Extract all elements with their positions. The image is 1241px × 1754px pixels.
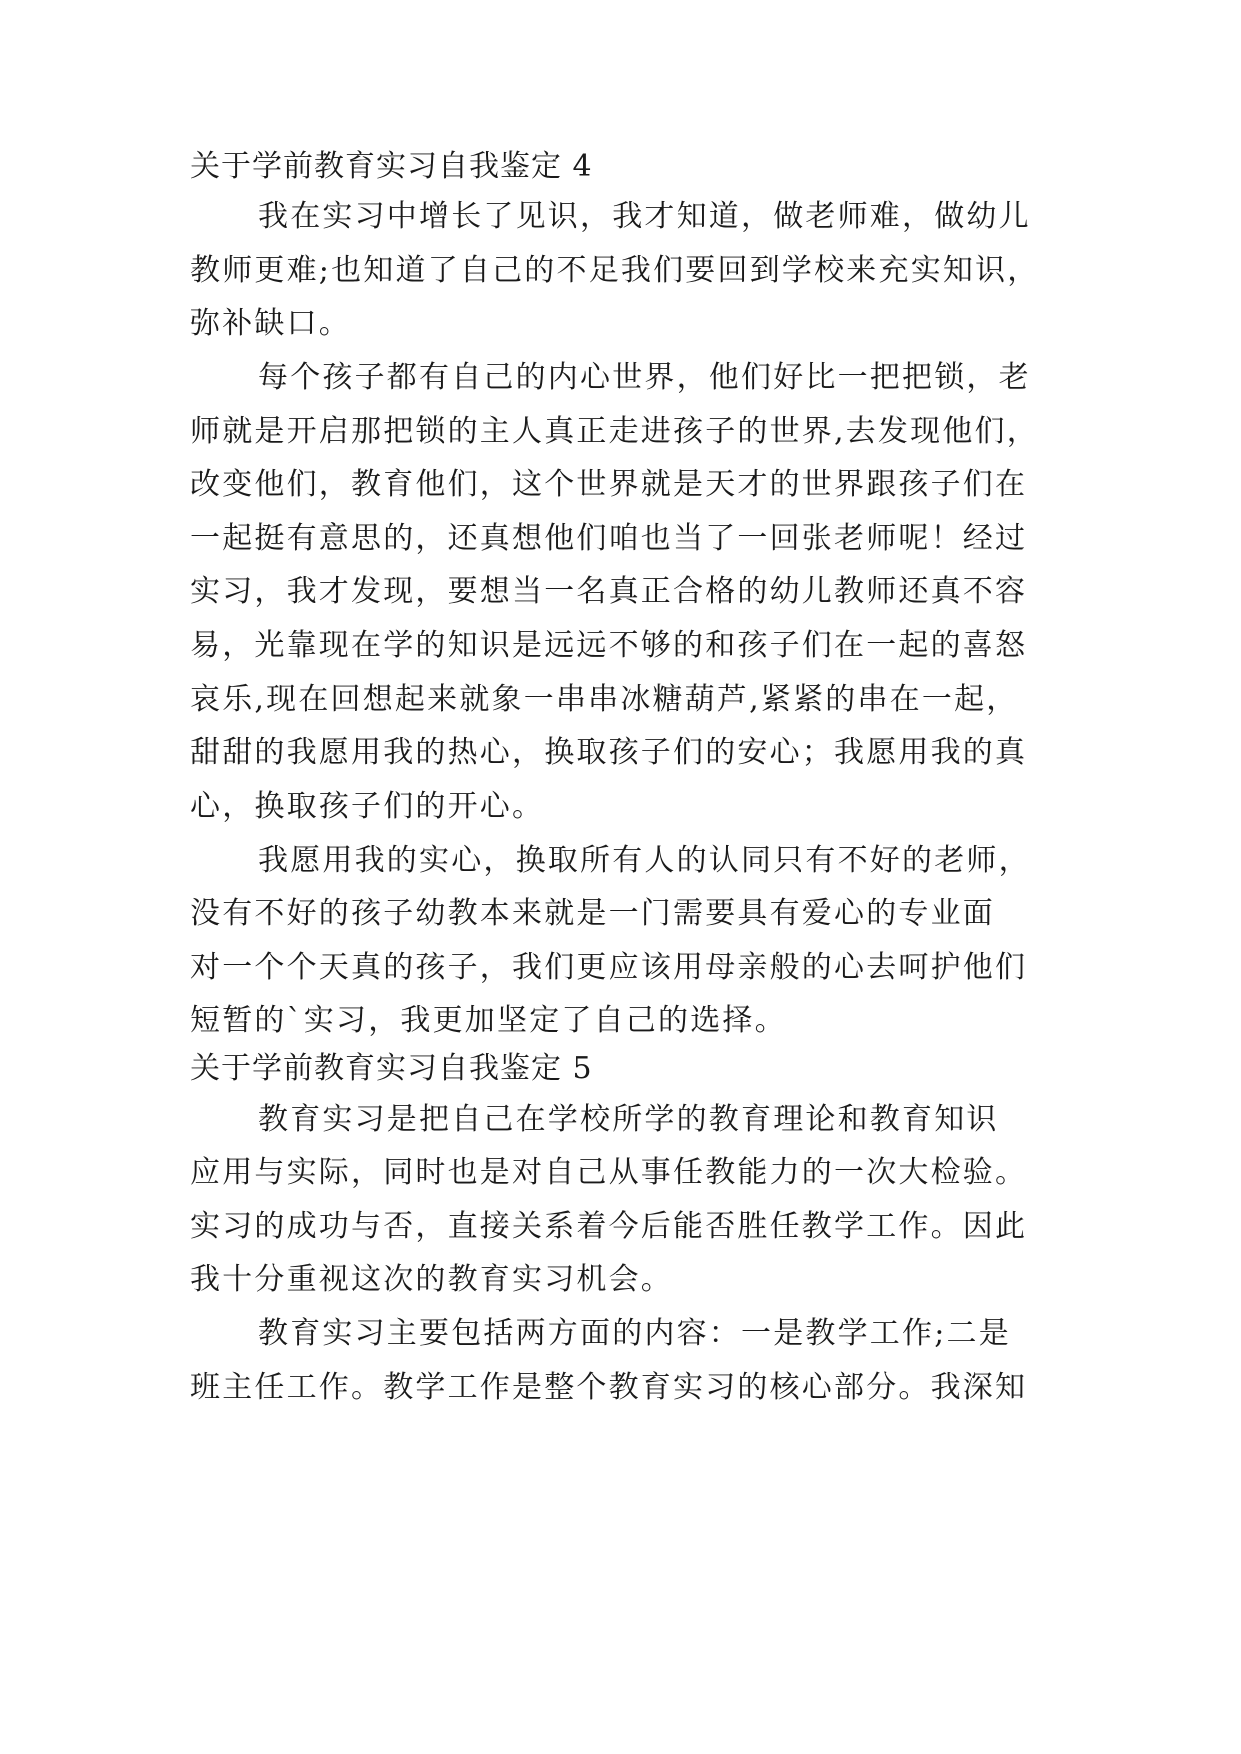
- paragraph-line: 我愿用我的实心，换取所有人的认同只有不好的老师，: [258, 843, 1031, 878]
- section-title: 关于学前教育实习自我鉴定 5: [190, 1051, 593, 1086]
- paragraph-line: 改变他们，教育他们，这个世界就是天才的世界跟孩子们在: [190, 467, 1028, 502]
- paragraph-line: 哀乐,现在回想起来就象一串串冰糖葫芦,紧紧的串在一起，: [190, 682, 1019, 717]
- paragraph-line: 易，光靠现在学的知识是远远不够的和孩子们在一起的喜怒: [190, 628, 1028, 663]
- paragraph-line: 我十分重视这次的教育实习机会。: [190, 1262, 673, 1297]
- paragraph-line: 一起挺有意思的，还真想他们咱也当了一回张老师呢！经过: [190, 521, 1028, 556]
- paragraph-line: 心，换取孩子们的开心。: [190, 789, 545, 824]
- paragraph-line: 教育实习主要包括两方面的内容：一是教学工作;二是: [258, 1316, 1011, 1351]
- paragraph-line: 实习，我才发现，要想当一名真正合格的幼儿教师还真不容: [190, 574, 1028, 609]
- paragraph-line: 应用与实际，同时也是对自己从事任教能力的一次大检验。: [190, 1155, 1028, 1190]
- paragraph-line: 班主任工作。教学工作是整个教育实习的核心部分。我深知: [190, 1370, 1028, 1405]
- paragraph-line: 师就是开启那把锁的主人真正走进孩子的世界,去发现他们，: [190, 414, 1039, 449]
- paragraph-line: 短暂的`实习，我更加坚定了自己的选择。: [190, 1003, 787, 1038]
- paragraph-line: 对一个个天真的孩子，我们更应该用母亲般的心去呵护他们: [190, 950, 1028, 985]
- paragraph-line: 实习的成功与否，直接关系着今后能否胜任教学工作。因此: [190, 1209, 1028, 1244]
- paragraph-line: 弥补缺口。: [190, 306, 351, 341]
- paragraph-line: 甜甜的我愿用我的热心，换取孩子们的安心；我愿用我的真: [190, 735, 1028, 770]
- paragraph-line: 我在实习中增长了见识，我才知道，做老师难，做幼儿: [258, 199, 1031, 234]
- section-title: 关于学前教育实习自我鉴定 4: [190, 149, 593, 184]
- paragraph-line: 教师更难;也知道了自己的不足我们要回到学校来充实知识，: [190, 253, 1040, 288]
- paragraph-line: 没有不好的孩子幼教本来就是一门需要具有爱心的专业面: [190, 896, 995, 931]
- paragraph-line: 教育实习是把自己在学校所学的教育理论和教育知识: [258, 1102, 999, 1137]
- paragraph-line: 每个孩子都有自己的内心世界，他们好比一把把锁，老: [258, 360, 1031, 395]
